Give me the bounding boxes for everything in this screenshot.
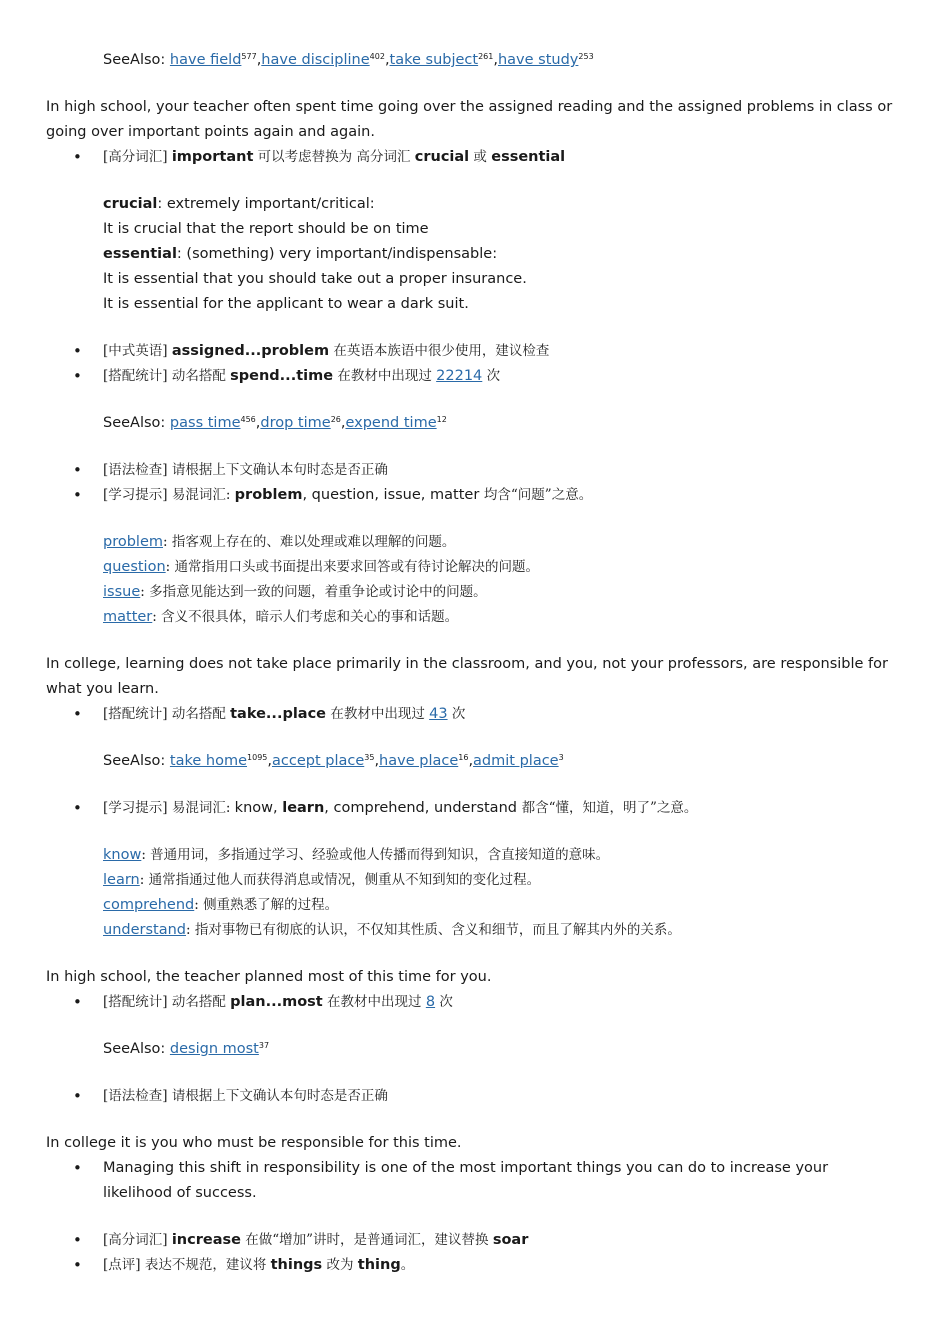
example-line: It is essential for the applicant to wear a dark suit. bbox=[103, 296, 469, 312]
seealso-line: SeeAlso: pass time$^{456}$,drop time$^{26}$,expend time$^{12}$ bbox=[103, 415, 447, 431]
seealso-count: 26 bbox=[330, 415, 341, 424]
seealso-link[interactable]: take home bbox=[169, 753, 248, 769]
seealso-link[interactable]: have discipline bbox=[261, 52, 370, 68]
seealso-count: 456 bbox=[240, 415, 256, 424]
feedback-text: 在做“增加”讲时，是普通词汇，建议替换 bbox=[240, 1232, 493, 1248]
keyword: soar bbox=[492, 1232, 529, 1248]
seealso-count: 253 bbox=[578, 52, 594, 61]
feedback-tag: [高分词汇] bbox=[103, 149, 172, 165]
word-definition bbox=[103, 605, 898, 630]
feedback-item bbox=[73, 339, 898, 364]
definition-line bbox=[103, 242, 898, 267]
seealso-label: SeeAlso: bbox=[103, 753, 170, 769]
feedback-text: 在教材中出现过 bbox=[333, 368, 437, 384]
bullet-icon: • bbox=[73, 461, 82, 479]
feedback-item bbox=[73, 1084, 898, 1109]
seealso-count: 3 bbox=[558, 753, 564, 762]
feedback-item bbox=[73, 145, 898, 170]
feedback-text: 次 bbox=[447, 706, 466, 722]
feedback-text: 均含“问题”之意。 bbox=[483, 487, 593, 503]
example-line: It is essential that you should take out a proper insurance. bbox=[103, 271, 527, 287]
keyword: learn bbox=[282, 800, 325, 816]
keyword: assigned...problem bbox=[171, 343, 330, 359]
word-link[interactable]: problem bbox=[103, 534, 163, 550]
feedback-text: 。 bbox=[400, 1257, 415, 1273]
keyword: plan...most bbox=[230, 994, 323, 1010]
definition-text: : 指对事物已有彻底的认识，不仅知其性质、含义和细节，而且了解其内外的关系。 bbox=[186, 922, 681, 938]
keyword: important bbox=[171, 149, 254, 165]
keyword: crucial bbox=[103, 196, 158, 212]
bullet-icon: • bbox=[73, 148, 82, 166]
seealso-link[interactable]: drop time bbox=[260, 415, 331, 431]
feedback-text: know, bbox=[234, 800, 283, 816]
word-link[interactable]: understand bbox=[103, 922, 186, 938]
source-sentence: In college it is you who must be responsible for this time. bbox=[46, 1135, 462, 1151]
feedback-item bbox=[73, 1228, 898, 1253]
definition-text: : 侧重熟悉了解的过程。 bbox=[194, 897, 339, 913]
feedback-text: 在英语本族语中很少使用，建议检查 bbox=[329, 343, 550, 359]
feedback-text: 次 bbox=[435, 994, 453, 1010]
seealso-count: 402 bbox=[369, 52, 385, 61]
definition-text: : 多指意见能达到一致的问题，着重争论或讨论中的问题。 bbox=[140, 584, 487, 600]
feedback-tag: [中式英语] bbox=[103, 343, 172, 359]
keyword: things bbox=[270, 1257, 323, 1273]
seealso-label: SeeAlso: bbox=[103, 52, 170, 68]
feedback-text: [语法检查] 请根据上下文确认本句时态是否正确 bbox=[103, 462, 388, 478]
seealso-label: SeeAlso: bbox=[103, 1041, 170, 1057]
keyword: increase bbox=[171, 1232, 241, 1248]
seealso-link[interactable]: pass time bbox=[169, 415, 241, 431]
feedback-tag: [搭配统计] 动名搭配 bbox=[103, 706, 231, 722]
seealso-line bbox=[103, 1037, 898, 1062]
seealso-link[interactable]: have study bbox=[497, 52, 579, 68]
word-definition bbox=[103, 580, 898, 605]
feedback-text: 次 bbox=[482, 368, 501, 384]
feedback-text: 在教材中出现过 bbox=[322, 994, 426, 1010]
feedback-item bbox=[73, 796, 898, 821]
feedback-text: Managing this shift in responsibility is one of the most important things you can do to increase your likelihood of success. bbox=[103, 1160, 829, 1201]
feedback-tag: [搭配统计] 动名搭配 bbox=[103, 368, 231, 384]
bullet-icon: • bbox=[73, 705, 82, 723]
definition-text: : (something) very important/indispensable: bbox=[176, 246, 498, 262]
seealso-count: 261 bbox=[478, 52, 494, 61]
word-definition bbox=[103, 868, 898, 893]
word-link[interactable]: question bbox=[103, 559, 166, 575]
feedback-text: 或 bbox=[469, 149, 492, 165]
feedback-item bbox=[73, 364, 898, 389]
feedback-text: 在教材中出现过 bbox=[326, 706, 430, 722]
feedback-item bbox=[73, 458, 898, 483]
word-definition bbox=[103, 918, 898, 943]
seealso-count: 577 bbox=[241, 52, 257, 61]
seealso-count: 37 bbox=[258, 1041, 270, 1050]
feedback-text: 都含“懂，知道，明了”之意。 bbox=[521, 800, 698, 816]
feedback-text: 改为 bbox=[322, 1257, 358, 1273]
keyword: crucial bbox=[414, 149, 470, 165]
bullet-icon: • bbox=[73, 1231, 82, 1249]
bullet-icon: • bbox=[73, 1256, 82, 1274]
feedback-tag: [高分词汇] bbox=[103, 1232, 172, 1248]
seealso-count: 12 bbox=[436, 415, 447, 424]
word-link[interactable]: learn bbox=[103, 872, 140, 888]
source-sentence: In high school, your teacher often spent time going over the assigned reading and the assigned problems in class or going over important points again and again. bbox=[46, 99, 893, 140]
seealso-count: 1095 bbox=[247, 753, 268, 762]
bullet-icon: • bbox=[73, 367, 82, 385]
seealso-label: SeeAlso: bbox=[103, 415, 170, 431]
word-definition bbox=[103, 843, 898, 868]
feedback-tag: [搭配统计] 动名搭配 bbox=[103, 994, 231, 1010]
feedback-text: 可以考虑替换为 高分词汇 bbox=[253, 149, 415, 165]
definition-text: : 普通用词，多指通过学习、经验或他人传播而得到知识，含直接知道的意味。 bbox=[141, 847, 610, 863]
seealso-count: 35 bbox=[364, 753, 375, 762]
keyword: essential bbox=[103, 246, 177, 262]
word-link[interactable]: issue bbox=[103, 584, 141, 600]
example-line: It is crucial that the report should be on time bbox=[103, 221, 429, 237]
feedback-tag: [学习提示] 易混词汇: bbox=[103, 800, 235, 816]
source-sentence: In high school, the teacher planned most of this time for you. bbox=[46, 969, 492, 985]
word-definition bbox=[103, 893, 898, 918]
bullet-icon: • bbox=[73, 342, 82, 360]
bullet-icon: • bbox=[73, 993, 82, 1011]
bullet-icon: • bbox=[73, 1159, 82, 1177]
count-link[interactable]: 8 bbox=[425, 994, 436, 1010]
word-link[interactable]: know bbox=[103, 847, 142, 863]
seealso-link[interactable]: admit place bbox=[473, 753, 559, 769]
feedback-text: [语法检查] 请根据上下文确认本句时态是否正确 bbox=[103, 1088, 388, 1104]
word-definition bbox=[103, 555, 898, 580]
feedback-text: , comprehend, understand bbox=[324, 800, 522, 816]
keyword: take...place bbox=[230, 706, 327, 722]
feedback-item bbox=[73, 990, 898, 1015]
definition-text: : extremely important/critical: bbox=[157, 196, 375, 212]
seealso-link[interactable]: accept place bbox=[271, 753, 365, 769]
bullet-icon: • bbox=[73, 1087, 82, 1105]
seealso-line: SeeAlso: take home$^{1095}$,accept place$^{35}$,have place$^{16}$,admit place$^3$ bbox=[103, 753, 564, 769]
document-page bbox=[46, 48, 898, 1278]
seealso-line: SeeAlso: have field$^{577}$,have discipline$^{402}$,take subject$^{261}$,have study$^{253}$ bbox=[103, 52, 594, 68]
feedback-text: , question, issue, matter bbox=[302, 487, 484, 503]
feedback-item bbox=[73, 483, 898, 508]
seealso-link[interactable]: expend time bbox=[345, 415, 437, 431]
source-sentence: In college, learning does not take place primarily in the classroom, and you, not your professors, are responsible for what you learn. bbox=[46, 656, 888, 697]
seealso-link[interactable]: have field bbox=[169, 52, 242, 68]
keyword: problem bbox=[234, 487, 303, 503]
keyword: essential bbox=[491, 149, 566, 165]
feedback-tag: [点评] 表达不规范，建议将 bbox=[103, 1257, 271, 1273]
count-link[interactable]: 22214 bbox=[436, 368, 483, 384]
feedback-item bbox=[73, 1253, 898, 1278]
seealso-link[interactable]: have place bbox=[379, 753, 459, 769]
bullet-icon: • bbox=[73, 799, 82, 817]
word-definition bbox=[103, 530, 898, 555]
definition-text: : 通常指用口头或书面提出来要求回答或有待讨论解决的问题。 bbox=[165, 559, 539, 575]
word-link[interactable]: comprehend bbox=[103, 897, 195, 913]
definition-text: : 指客观上存在的、难以处理或难以理解的问题。 bbox=[163, 534, 456, 550]
word-link[interactable]: matter bbox=[103, 609, 153, 625]
keyword: thing bbox=[357, 1257, 401, 1273]
feedback-item bbox=[73, 1156, 898, 1206]
seealso-count: 16 bbox=[458, 753, 469, 762]
definition-line bbox=[103, 192, 898, 217]
seealso-link[interactable]: take subject bbox=[389, 52, 479, 68]
bullet-icon: • bbox=[73, 486, 82, 504]
keyword: spend...time bbox=[230, 368, 334, 384]
definition-text: : 含义不很具体，暗示人们考虑和关心的事和话题。 bbox=[152, 609, 459, 625]
feedback-item bbox=[73, 702, 898, 727]
seealso-link[interactable]: design most bbox=[169, 1041, 259, 1057]
definition-text: : 通常指通过他人而获得消息或情况，侧重从不知到知的变化过程。 bbox=[139, 872, 541, 888]
feedback-tag: [学习提示] 易混词汇: bbox=[103, 487, 235, 503]
count-link[interactable]: 43 bbox=[429, 706, 448, 722]
